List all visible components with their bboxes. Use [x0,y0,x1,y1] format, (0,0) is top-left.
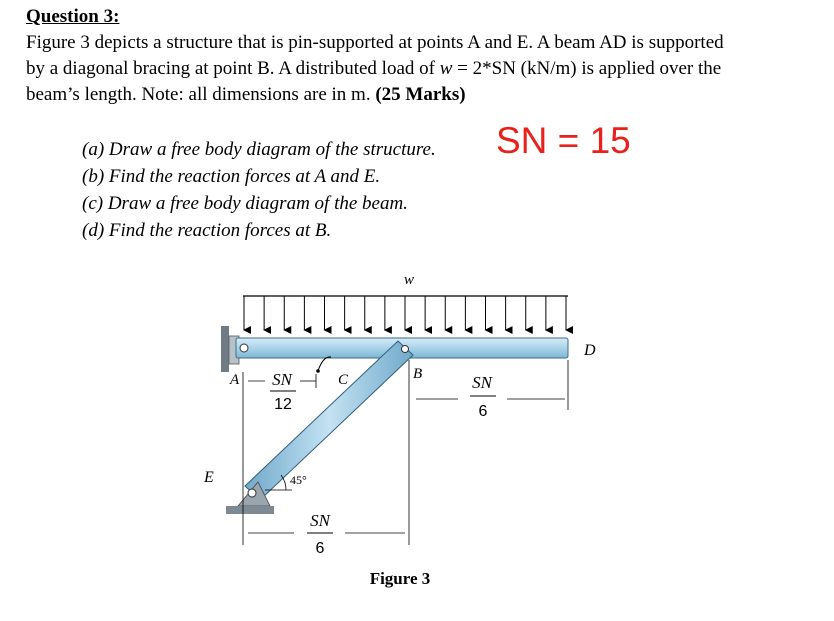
dim-bd-num: SN [472,373,492,392]
intro-line-2-text-b: = 2*SN (kN/m) is applied over the [452,58,722,79]
wall-a [221,326,229,372]
label-d: D [584,342,596,359]
c-pointer-dot [316,369,320,373]
label-e: E [204,469,214,486]
angle-label: 45° [290,473,307,487]
intro-line-3-text: beam’s length. Note: all dimensions are in m. [26,84,376,105]
dim-ab-num: SN [272,370,292,389]
part-c: (c) Draw a free body diagram of the beam. [82,193,408,214]
label-a: A [230,372,240,388]
part-d: (d) Find the reaction forces at B. [82,220,332,241]
marks-label: (25 Marks) [375,84,466,105]
pin-a [240,344,248,352]
part-b: (b) Find the reaction forces at A and E. [82,166,381,187]
label-b: B [413,366,423,382]
question-title: Question 3: [26,6,120,27]
intro-line-1-text: Figure 3 depicts a structure that is pin-supported at points A and E. A beam AD is supported [26,32,724,53]
dim-bd-den: 6 [478,403,488,420]
brace-eb [245,341,413,500]
dim-ab-den: 12 [274,396,292,413]
dim-ab [248,370,316,413]
c-pointer-line [318,357,331,371]
ground-e [226,506,274,514]
intro-load-symbol: w [439,58,453,79]
load-arrows [244,296,566,330]
intro-line-2-text-a: by a diagonal bracing at point B. A distributed load of [26,58,440,79]
label-c: C [338,372,349,388]
dim-bd [416,373,565,420]
pin-e [248,489,256,497]
pin-b [402,346,409,353]
dim-e-num: SN [310,511,330,530]
sn-value-note: SN = 15 [496,120,631,161]
dim-e [248,511,405,557]
distributed-load [243,296,568,330]
load-label: w [404,272,415,288]
part-a: (a) Draw a free body diagram of the structure. [82,139,436,160]
figure-caption: Figure 3 [369,569,431,588]
dim-e-den: 6 [315,540,325,557]
